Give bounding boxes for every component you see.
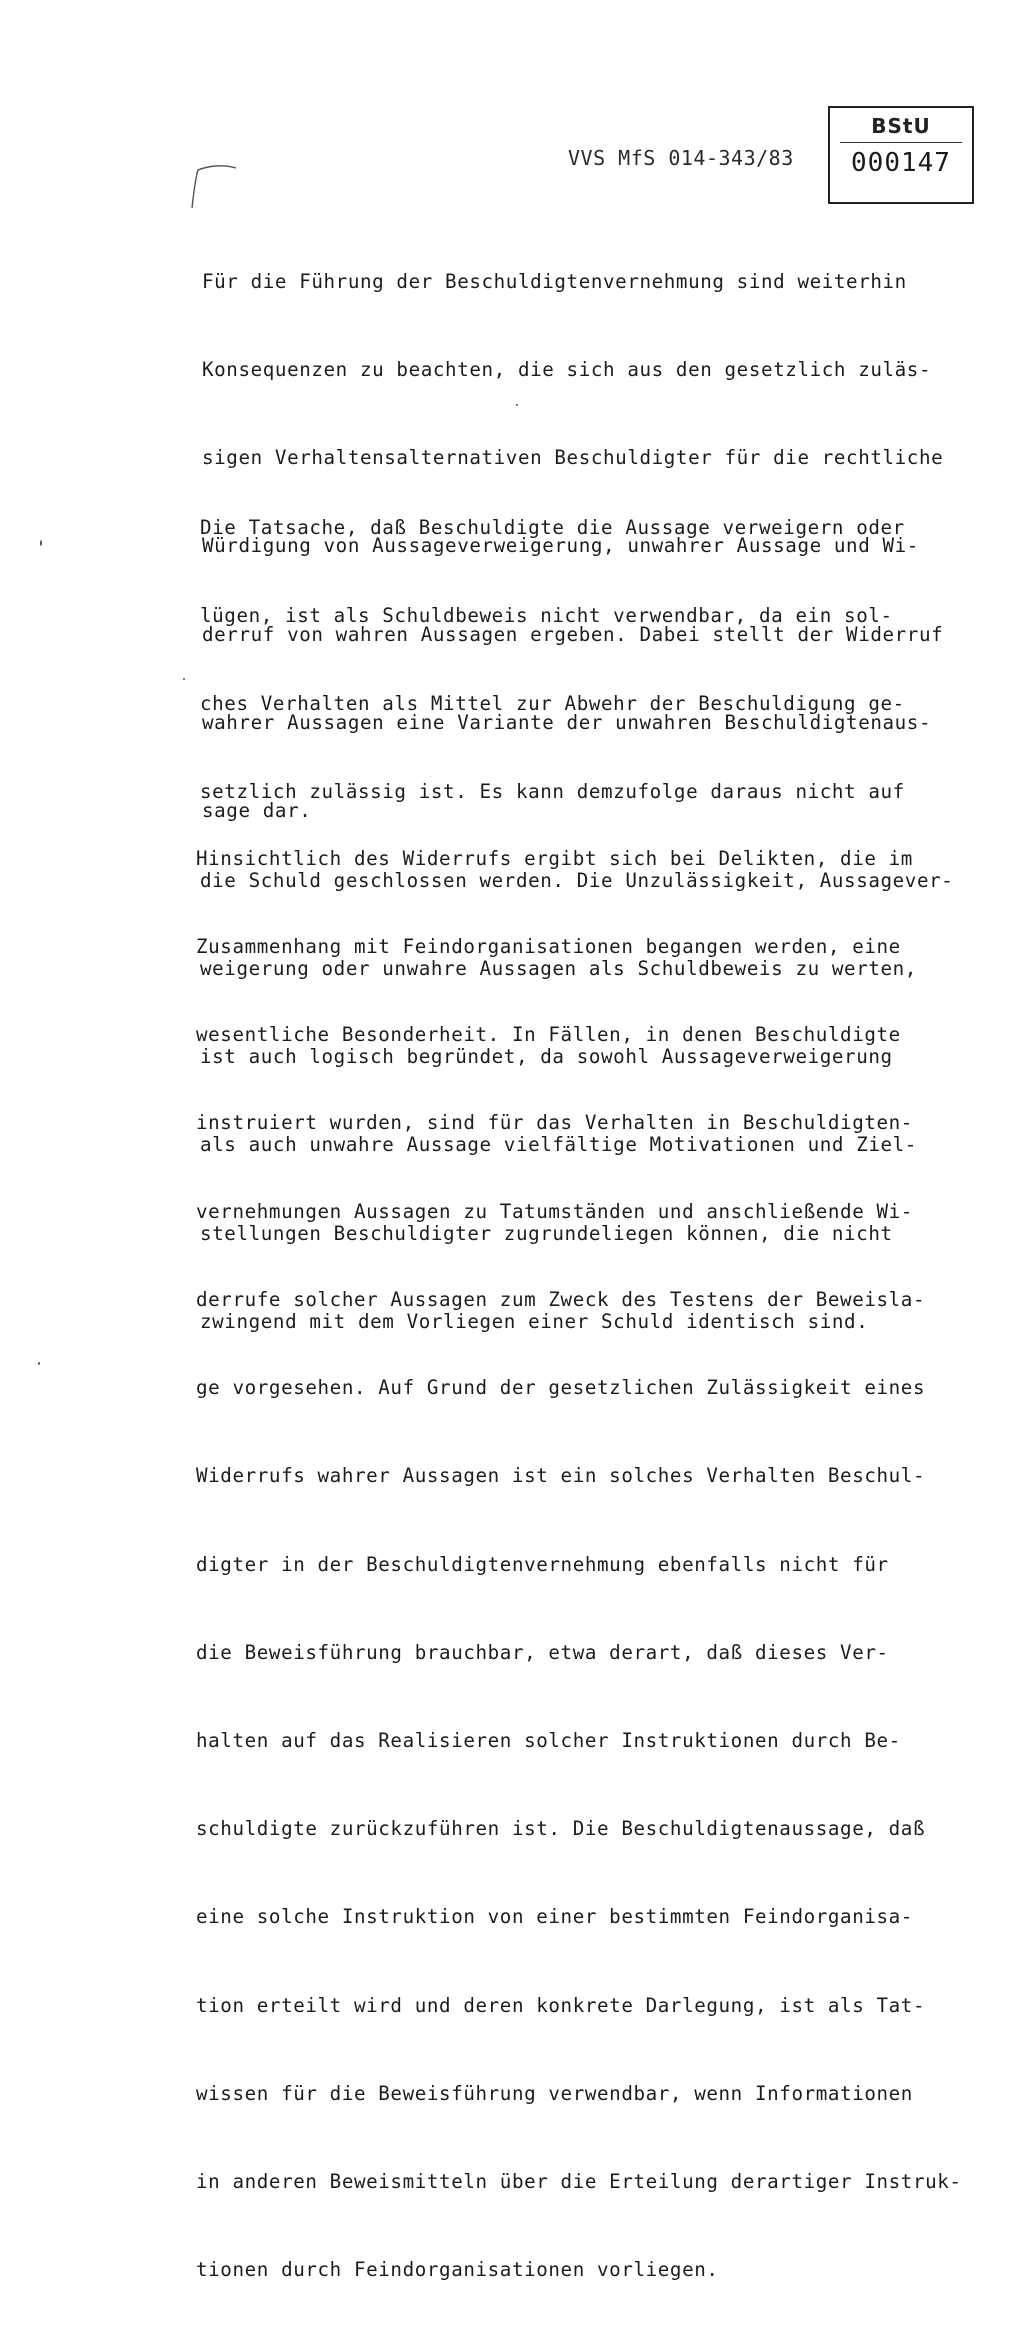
text-line: Die Tatsache, daß Beschuldigte die Aussage verweigern oder: [200, 515, 905, 539]
text-line: in anderen Beweismitteln über die Erteilung derartiger Instruk-: [196, 2170, 962, 2194]
text-line: ge vorgesehen. Auf Grund der gesetzlichen Zulässigkeit eines: [196, 1376, 926, 1400]
text-line: weigerung oder unwahre Aussagen als Schuldbeweis zu werten,: [200, 956, 917, 980]
text-line: tionen durch Feindorganisationen vorliegen.: [196, 2258, 719, 2282]
archive-stamp: [828, 106, 974, 204]
document-reference: VVS MfS 014-343/83: [568, 146, 794, 170]
text-line: zwingend mit dem Vorliegen einer Schuld identisch sind.: [200, 1309, 869, 1333]
text-line: als auch unwahre Aussage vielfältige Motivationen und Ziel-: [200, 1133, 917, 1157]
text-line: derruf von wahren Aussagen ergeben. Dabei stellt der Widerruf: [202, 622, 944, 646]
text-line: Für die Führung der Beschuldigtenvernehmung sind weiterhin: [202, 269, 907, 293]
scan-speck: [40, 540, 42, 546]
text-line: sage dar.: [202, 799, 312, 823]
text-line: die Schuld geschlossen werden. Die Unzulässigkeit, Aussagever-: [200, 868, 954, 892]
text-line: digter in der Beschuldigtenvernehmung ebenfalls nicht für: [196, 1552, 889, 1576]
text-line: schuldigte zurückzuführen ist. Die Beschuldigtenaussage, daß: [196, 1817, 926, 1841]
text-line: stellungen Beschuldigter zugrundeliegen können, die nicht: [200, 1221, 893, 1245]
text-line: Hinsichtlich des Widerrufs ergibt sich bei Delikten, die im: [196, 846, 913, 870]
text-line: sigen Verhaltensalternativen Beschuldigter für die rechtliche: [202, 446, 944, 470]
text-line: wesentliche Besonderheit. In Fällen, in denen Beschuldigte: [196, 1023, 901, 1047]
text-line: lügen, ist als Schuldbeweis nicht verwendbar, da ein sol-: [200, 604, 893, 628]
stamp-title: BStU: [871, 114, 931, 138]
scan-speck: [38, 1362, 40, 1365]
scan-speck: [516, 404, 518, 406]
text-line: wissen für die Beweisführung verwendbar, wenn Informationen: [196, 2081, 913, 2105]
text-line: tion erteilt wird und deren konkrete Darlegung, ist als Tat-: [196, 1993, 926, 2017]
text-line: die Beweisführung brauchbar, etwa derart, daß dieses Ver-: [196, 1640, 889, 1664]
stamp-divider: [840, 142, 962, 143]
text-line: setzlich zulässig ist. Es kann demzufolge daraus nicht auf: [200, 780, 905, 804]
text-line: Konsequenzen zu beachten, die sich aus den gesetzlich zuläs-: [202, 358, 932, 382]
text-line: derrufe solcher Aussagen zum Zweck des Testens der Beweisla-: [196, 1287, 926, 1311]
text-line: Würdigung von Aussageverweigerung, unwahrer Aussage und Wi-: [202, 534, 919, 558]
margin-pencil-mark: [186, 160, 238, 210]
text-line: ist auch logisch begründet, da sowohl Aussageverweigerung: [200, 1045, 893, 1069]
paragraph-3: [196, 785, 962, 2344]
text-line: vernehmungen Aussagen zu Tatumständen und anschließende Wi-: [196, 1199, 913, 1223]
text-line: instruiert wurden, sind für das Verhalten in Beschuldigten-: [196, 1111, 913, 1135]
scan-speck: [183, 678, 185, 680]
text-line: wahrer Aussagen eine Variante der unwahren Beschuldigtenaus-: [202, 710, 932, 734]
text-line: eine solche Instruktion von einer bestimmten Feindorganisa-: [196, 1905, 913, 1929]
text-line: halten auf das Realisieren solcher Instruktionen durch Be-: [196, 1729, 901, 1752]
text-line: Zusammenhang mit Feindorganisationen begangen werden, eine: [196, 935, 901, 959]
stamp-page-number: 000147: [851, 148, 951, 178]
text-line: Widerrufs wahrer Aussagen ist ein solches Verhalten Beschul-: [196, 1464, 926, 1488]
text-line: ches Verhalten als Mittel zur Abwehr der Beschuldigung ge-: [200, 692, 905, 716]
